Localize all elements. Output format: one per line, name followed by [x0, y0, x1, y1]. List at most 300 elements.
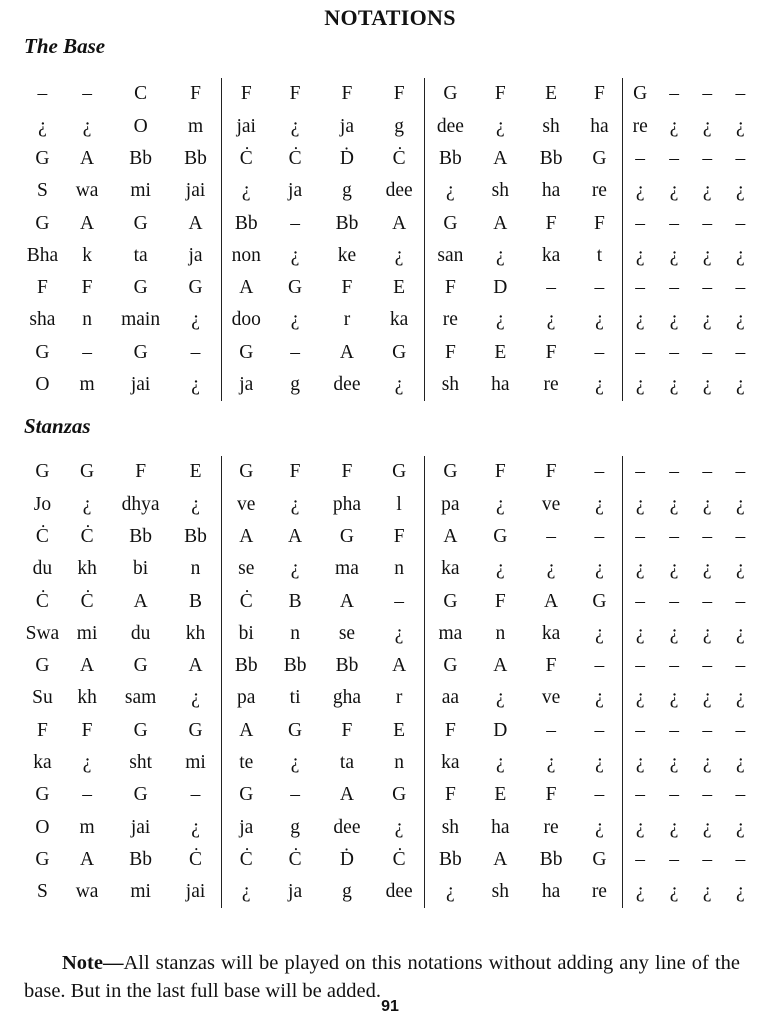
notation-cell: ¿	[546, 558, 556, 580]
notation-cell: ¿	[170, 369, 222, 401]
notation-cell: G	[339, 525, 354, 547]
notation-cell: –	[735, 277, 746, 299]
notation-cell: ¿	[702, 752, 712, 774]
notation-cell: ha	[491, 816, 510, 838]
notation-cell: –	[82, 784, 92, 806]
notation-cell: G	[443, 83, 458, 105]
notation-cell: A	[239, 277, 254, 299]
notation-cell: –	[735, 525, 746, 547]
notation-cell: l	[374, 488, 425, 520]
notation-cell: ha	[541, 180, 561, 202]
notation-cell: –	[669, 525, 679, 547]
notation-cell: ha	[491, 374, 510, 396]
notation-cell: ¿	[170, 682, 222, 714]
notation-cell: pa	[441, 493, 460, 515]
notation-cell: –	[702, 83, 713, 105]
notation-cell: ja	[339, 115, 354, 137]
notation-cell: ¿	[496, 752, 505, 774]
notation-cell: ja	[239, 816, 254, 838]
notation-cell: –	[702, 590, 713, 612]
notation-cell: ha	[577, 110, 622, 142]
note-text: All stanzas will be played on this notations without adding any line of the base. But in the last full base will be added.	[24, 951, 740, 1002]
notation-cell: G	[35, 461, 50, 483]
notation-cell: –	[577, 272, 622, 304]
note-paragraph	[24, 949, 740, 1005]
notation-cell: ve	[541, 687, 561, 709]
notation-cell: G	[493, 525, 508, 547]
notation-cell: ka	[541, 622, 561, 644]
notation-cell: E	[494, 784, 507, 806]
notation-cell: ¿	[577, 682, 622, 714]
notation-cell: –	[635, 719, 646, 741]
notation-cell: S	[36, 180, 48, 202]
notation-cell: jai	[170, 175, 222, 207]
notation-cell: ja	[288, 180, 303, 202]
notation-cell: A	[80, 147, 95, 169]
notation-cell: –	[669, 83, 679, 105]
notation-cell: –	[82, 83, 92, 105]
notation-cell: ¿	[736, 558, 745, 580]
notation-cell: ¿	[635, 558, 645, 580]
notation-cell: Bb	[439, 147, 462, 169]
notation-cell: se	[338, 622, 356, 644]
notation-cell: Bb	[283, 655, 307, 677]
notation-cell: G	[577, 585, 622, 617]
notation-cell: sh	[441, 816, 460, 838]
notation-cell: –	[735, 83, 746, 105]
notation-cell: ¿	[496, 687, 505, 709]
notation-cell: Bb	[129, 147, 152, 169]
notation-cell: G	[443, 590, 458, 612]
notation-cell: F	[494, 83, 506, 105]
notation-cell: ¿	[669, 180, 679, 202]
notation-cell: F	[444, 784, 456, 806]
notation-cell: ¿	[635, 622, 645, 644]
notation-cell: Ċ	[80, 525, 94, 547]
notation-cell: Bb	[170, 143, 222, 175]
notation-cell: F	[36, 277, 48, 299]
stanza-row	[22, 585, 757, 617]
notation-cell: G	[133, 212, 148, 234]
notation-cell: B	[288, 590, 302, 612]
notation-cell: O	[133, 115, 148, 137]
notation-cell: –	[702, 277, 713, 299]
notation-cell: Ċ	[288, 848, 302, 870]
notation-cell: r	[343, 309, 351, 331]
base-row	[22, 78, 757, 110]
notation-cell: C	[134, 83, 148, 105]
notation-cell: ¿	[669, 622, 679, 644]
notation-cell: ¿	[577, 369, 622, 401]
notation-cell: ¿	[669, 115, 679, 137]
notation-cell: F	[374, 78, 425, 110]
notation-cell: F	[444, 341, 456, 363]
notation-cell: F	[341, 277, 353, 299]
notation-cell: –	[669, 719, 679, 741]
notation-cell: ¿	[736, 244, 745, 266]
notation-cell: Ċ	[374, 844, 425, 876]
notation-cell: ¿	[290, 309, 300, 331]
notation-cell: n	[170, 553, 222, 585]
notation-cell: F	[545, 655, 557, 677]
notation-cell: –	[669, 655, 679, 677]
notation-cell: A	[239, 525, 254, 547]
notation-cell: A	[374, 207, 425, 239]
notation-cell: A	[339, 784, 354, 806]
notation-cell: ¿	[669, 309, 679, 331]
stanza-row	[22, 811, 757, 843]
notation-cell: re	[577, 175, 622, 207]
notation-cell: ¿	[702, 374, 712, 396]
notation-cell: ¿	[170, 304, 222, 336]
stanza-row	[22, 682, 757, 714]
notation-cell: ¿	[736, 816, 745, 838]
notation-cell: ¿	[736, 309, 745, 331]
notation-cell: dee	[374, 876, 425, 908]
notation-cell: –	[635, 784, 646, 806]
notation-cell: ta	[133, 244, 148, 266]
notation-cell: ka	[541, 244, 561, 266]
notation-cell: –	[635, 147, 646, 169]
notation-cell: wa	[75, 180, 99, 202]
notation-cell: re	[577, 876, 622, 908]
notation-cell: ha	[541, 881, 561, 903]
notation-cell: san	[437, 244, 464, 266]
notation-cell: ¿	[702, 493, 712, 515]
notation-cell: –	[635, 461, 646, 483]
notation-cell: ¿	[290, 244, 300, 266]
notation-cell: –	[735, 341, 746, 363]
notation-cell: dee	[333, 816, 361, 838]
notation-cell: ¿	[702, 881, 712, 903]
notation-cell: G	[133, 277, 148, 299]
notation-cell: A	[80, 212, 95, 234]
notation-cell: ¿	[446, 180, 455, 202]
notation-cell: ¿	[577, 304, 622, 336]
notation-cell: ¿	[82, 115, 92, 137]
notation-cell: –	[735, 461, 746, 483]
notation-cell: t	[577, 239, 622, 271]
notation-cell: A	[170, 207, 222, 239]
notation-cell: ¿	[669, 493, 679, 515]
notation-cell: G	[633, 83, 648, 105]
notation-cell: Bb	[170, 521, 222, 553]
notation-cell: –	[735, 147, 746, 169]
notation-cell: –	[290, 212, 300, 234]
stanza-row	[22, 747, 757, 779]
base-notation-table	[22, 78, 757, 401]
notation-cell: r	[374, 682, 425, 714]
notation-cell: –	[635, 655, 646, 677]
notation-cell: –	[702, 719, 713, 741]
notation-cell: sh	[491, 881, 510, 903]
notation-cell: –	[669, 784, 679, 806]
notation-cell: Bb	[539, 147, 563, 169]
notation-cell: kh	[77, 558, 97, 580]
stanza-row	[22, 521, 757, 553]
notation-cell: n	[290, 622, 300, 644]
notation-cell: Ċ	[239, 147, 253, 169]
notation-cell: F	[289, 461, 301, 483]
notation-cell: n	[495, 622, 506, 644]
notation-cell: F	[341, 461, 353, 483]
notation-cell: A	[493, 212, 508, 234]
notation-cell: F	[240, 83, 252, 105]
notation-cell: G	[133, 719, 148, 741]
notation-cell: Ċ	[35, 525, 49, 547]
notation-cell: ¿	[635, 309, 645, 331]
notation-cell: ja	[239, 374, 254, 396]
notation-cell: F	[289, 83, 301, 105]
notation-cell: ¿	[38, 115, 47, 137]
base-row	[22, 207, 757, 239]
notation-cell: –	[577, 521, 622, 553]
stanza-row	[22, 844, 757, 876]
notation-cell: ¿	[736, 881, 745, 903]
base-row	[22, 272, 757, 304]
notation-cell: sh	[491, 180, 510, 202]
notation-cell: ¿	[669, 374, 679, 396]
notation-cell: ¿	[241, 180, 251, 202]
notation-cell: D	[493, 719, 508, 741]
notation-cell: jai	[130, 816, 151, 838]
notation-cell: F	[374, 521, 425, 553]
stanza-row	[22, 488, 757, 520]
notation-cell: ka	[441, 558, 460, 580]
notation-cell: –	[635, 341, 646, 363]
notation-cell: –	[374, 585, 425, 617]
notation-cell: G	[443, 655, 458, 677]
notation-cell: G	[133, 341, 148, 363]
notation-cell: –	[290, 341, 300, 363]
notation-cell: –	[669, 277, 679, 299]
notation-cell: Ḋ	[339, 848, 354, 870]
notation-cell: ma	[438, 622, 463, 644]
notation-cell: ¿	[577, 553, 622, 585]
notation-cell: ¿	[635, 180, 645, 202]
notation-cell: dhya	[121, 493, 160, 515]
notation-cell: ¿	[736, 752, 745, 774]
notation-cell: ¿	[669, 244, 679, 266]
notation-cell: ¿	[374, 369, 425, 401]
notation-cell: –	[170, 779, 222, 811]
notation-cell: g	[342, 881, 352, 903]
notation-cell: G	[443, 461, 458, 483]
notation-cell: G	[577, 143, 622, 175]
notation-cell: ¿	[496, 558, 505, 580]
notation-cell: –	[669, 147, 679, 169]
stanza-row	[22, 714, 757, 746]
notation-cell: F	[444, 277, 456, 299]
notation-cell: E	[374, 272, 425, 304]
notation-cell: B	[170, 585, 222, 617]
notation-cell: –	[735, 590, 746, 612]
notation-cell: –	[546, 277, 556, 299]
notation-cell: F	[545, 341, 557, 363]
notation-cell: G	[133, 784, 148, 806]
notation-cell: A	[170, 650, 222, 682]
notation-cell: G	[35, 212, 50, 234]
notation-cell: G	[35, 848, 50, 870]
notation-cell: ¿	[496, 493, 505, 515]
notation-cell: Ċ	[374, 143, 425, 175]
notation-cell: –	[735, 655, 746, 677]
base-row	[22, 239, 757, 271]
notation-cell: G	[239, 461, 254, 483]
notation-cell: –	[702, 461, 713, 483]
notation-cell: F	[341, 719, 353, 741]
notation-cell: ¿	[635, 881, 645, 903]
notation-cell: F	[36, 719, 48, 741]
notation-cell: re	[543, 816, 559, 838]
notation-cell: ¿	[635, 687, 645, 709]
notation-cell: G	[170, 272, 222, 304]
notation-cell: A	[443, 525, 458, 547]
notation-cell: F	[135, 461, 147, 483]
notation-cell: G	[288, 719, 303, 741]
notation-cell: Bb	[129, 525, 152, 547]
notation-cell: F	[545, 212, 557, 234]
notation-cell: Bb	[335, 655, 359, 677]
notation-cell: main	[121, 309, 161, 331]
notation-cell: mi	[130, 881, 151, 903]
notation-cell: ¿	[82, 752, 92, 774]
notation-cell: ¿	[290, 115, 300, 137]
base-row	[22, 336, 757, 368]
notation-cell: dee	[374, 175, 425, 207]
notation-cell: A	[544, 590, 559, 612]
notation-cell: bi	[238, 622, 254, 644]
notation-cell: ¿	[496, 309, 505, 331]
notation-cell: ¿	[669, 816, 679, 838]
notation-cell: E	[374, 714, 425, 746]
notation-cell: n	[374, 747, 425, 779]
notation-cell: ¿	[669, 752, 679, 774]
notation-cell: Ċ	[239, 590, 253, 612]
notation-cell: g	[290, 374, 300, 396]
notation-cell: ¿	[374, 239, 425, 271]
notation-cell: g	[290, 816, 300, 838]
notation-cell: sha	[29, 309, 56, 331]
base-section-heading: The Base	[24, 34, 106, 58]
notation-cell: ¿	[374, 811, 425, 843]
notation-cell: sht	[129, 752, 152, 774]
notation-cell: jai	[170, 876, 222, 908]
notation-cell: mi	[170, 747, 222, 779]
notation-cell: ¿	[736, 622, 745, 644]
notation-cell: –	[669, 461, 679, 483]
notation-cell: –	[702, 341, 713, 363]
notation-cell: ¿	[496, 115, 505, 137]
notation-cell: ve	[237, 493, 256, 515]
notation-cell: Swa	[25, 622, 60, 644]
notation-cell: du	[32, 558, 53, 580]
notation-cell: O	[35, 374, 50, 396]
notation-cell: Bb	[335, 212, 359, 234]
notation-cell: Ċ	[35, 590, 49, 612]
notation-cell: G	[35, 784, 50, 806]
notation-cell: te	[239, 752, 254, 774]
notation-cell: ¿	[669, 687, 679, 709]
notation-cell: A	[339, 590, 354, 612]
notation-cell: F	[545, 784, 557, 806]
notation-cell: kh	[77, 687, 97, 709]
notation-cell: –	[702, 784, 713, 806]
notation-cell: G	[288, 277, 303, 299]
notation-cell: se	[238, 558, 255, 580]
notation-cell: A	[80, 655, 95, 677]
notation-cell: E	[170, 456, 222, 488]
notation-cell: ja	[170, 239, 222, 271]
base-row	[22, 369, 757, 401]
notation-cell: sh	[441, 374, 460, 396]
notation-cell: –	[635, 590, 646, 612]
notation-cell: G	[35, 655, 50, 677]
stanza-row	[22, 876, 757, 908]
notation-cell: ¿	[635, 493, 645, 515]
stanzas-section-heading: Stanzas	[24, 414, 91, 438]
notation-cell: re	[632, 115, 648, 137]
notation-cell: du	[130, 622, 151, 644]
notation-cell: ma	[335, 558, 359, 580]
notation-cell: ¿	[577, 747, 622, 779]
notation-cell: S	[36, 881, 48, 903]
note-label: Note—	[62, 951, 124, 974]
notation-cell: A	[493, 655, 508, 677]
notation-cell: ¿	[290, 558, 300, 580]
notation-cell: E	[545, 83, 558, 105]
notation-cell: –	[290, 784, 300, 806]
notation-cell: ¿	[702, 687, 712, 709]
base-row	[22, 175, 757, 207]
notation-cell: A	[374, 650, 425, 682]
notation-cell: –	[635, 277, 646, 299]
notation-cell: –	[669, 212, 679, 234]
notation-cell: jai	[236, 115, 256, 137]
notation-cell: –	[702, 212, 713, 234]
notation-cell: ¿	[736, 180, 745, 202]
notation-cell: ¿	[635, 816, 645, 838]
notation-cell: n	[374, 553, 425, 585]
notation-cell: non	[231, 244, 261, 266]
notation-cell: F	[81, 277, 93, 299]
notation-cell: ¿	[170, 811, 222, 843]
notation-cell: –	[669, 590, 679, 612]
notation-cell: –	[702, 525, 713, 547]
notation-cell: D	[493, 277, 508, 299]
notation-cell: ¿	[736, 493, 745, 515]
notation-cell: –	[702, 848, 713, 870]
notation-cell: A	[239, 719, 254, 741]
notation-cell: –	[577, 650, 622, 682]
base-row	[22, 304, 757, 336]
notation-cell: F	[577, 78, 622, 110]
notation-cell: wa	[75, 881, 99, 903]
notation-cell: A	[133, 590, 148, 612]
notation-cell: ¿	[170, 488, 222, 520]
notation-cell: Bb	[539, 848, 563, 870]
notation-cell: G	[80, 461, 95, 483]
notation-cell: ¿	[702, 816, 712, 838]
notation-cell: G	[374, 779, 425, 811]
notation-cell: bi	[133, 558, 149, 580]
stanza-row	[22, 456, 757, 488]
notation-cell: ¿	[702, 558, 712, 580]
notation-cell: Ċ	[170, 844, 222, 876]
notation-cell: –	[170, 336, 222, 368]
notation-cell: –	[577, 779, 622, 811]
notation-cell: Bb	[439, 848, 462, 870]
